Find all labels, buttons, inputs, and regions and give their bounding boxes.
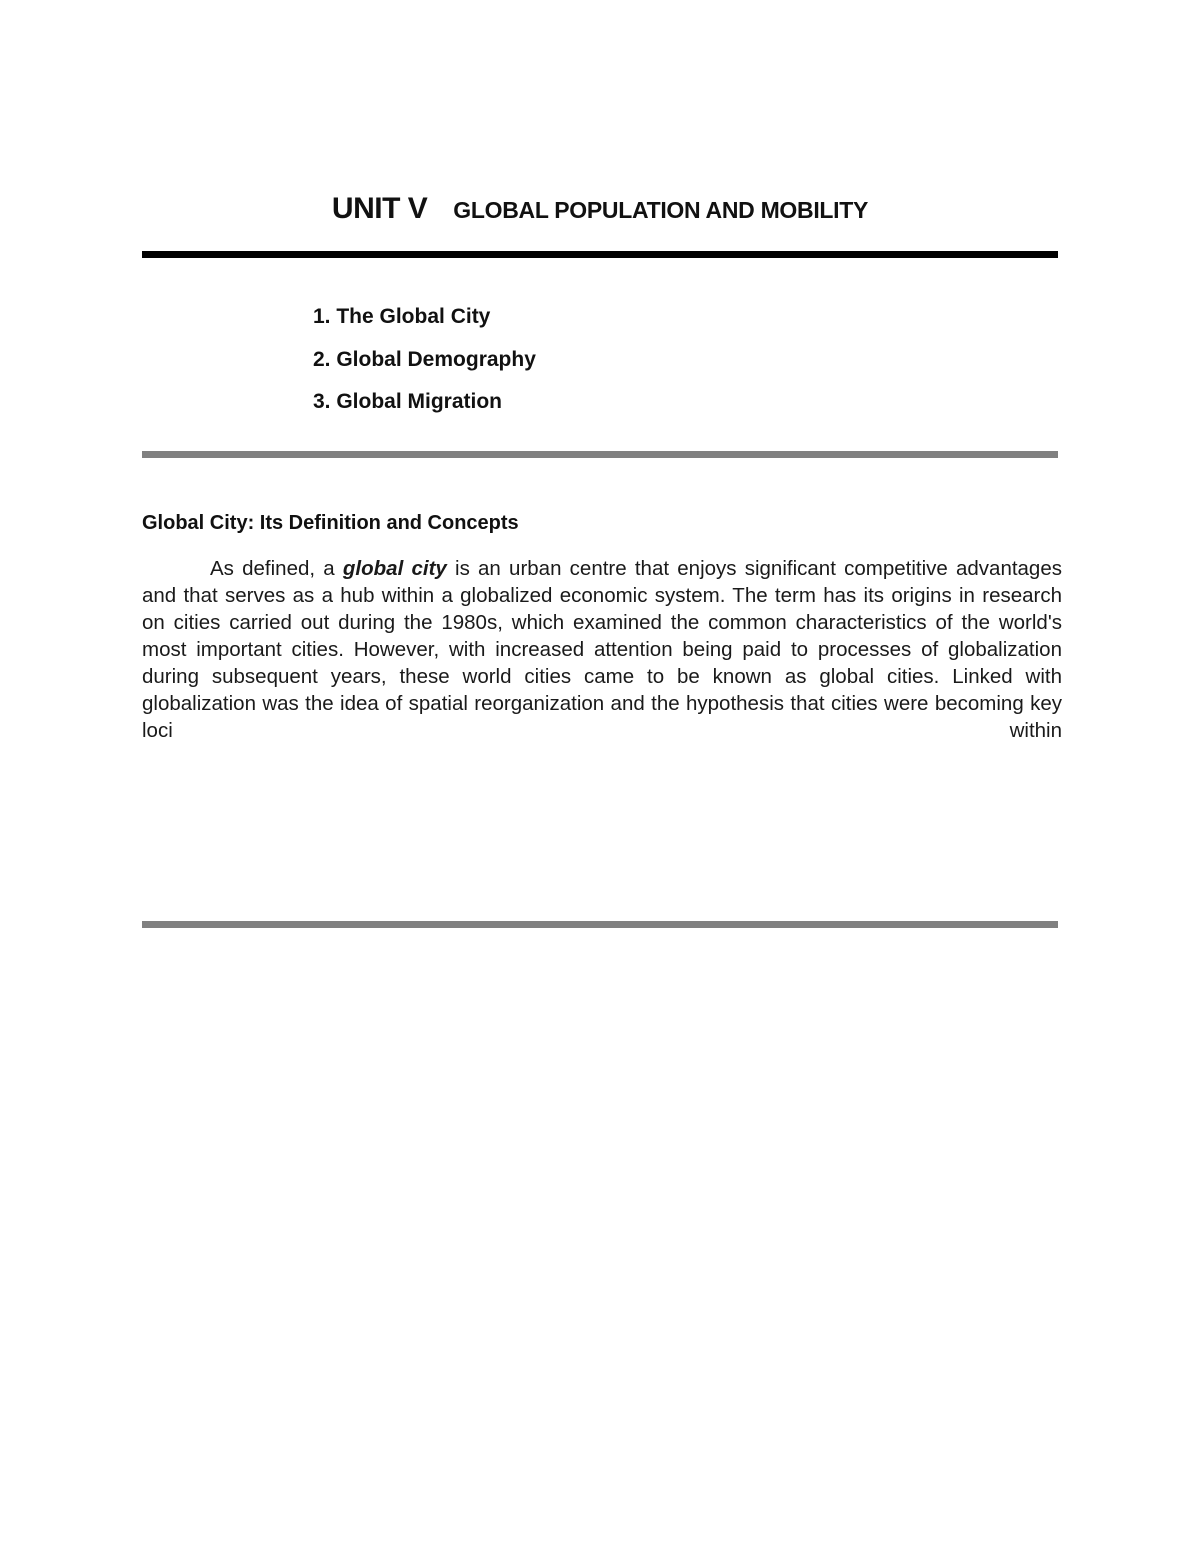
contents-item: 1. The Global City xyxy=(313,305,491,328)
contents-item: 2. Global Demography xyxy=(313,347,536,371)
contents-item: 3. Global Migration xyxy=(313,390,503,413)
paragraph-text-start: As defined, a xyxy=(210,557,343,580)
unit-contents-list xyxy=(313,302,536,430)
unit-name: GLOBAL POPULATION AND MOBILITY xyxy=(453,197,869,223)
unit-title xyxy=(0,192,1200,226)
body-paragraph xyxy=(142,555,1062,744)
defined-term: global city xyxy=(342,557,447,580)
section-heading: Global City: Its Definition and Concepts xyxy=(142,512,519,534)
title-divider xyxy=(142,251,1058,258)
unit-label: UNIT V xyxy=(331,192,428,225)
section-end-divider xyxy=(142,921,1058,928)
paragraph-text-rest: is an urban centre that enjoys significant competitive advantages and that serves as a hub within a globalized economic system. The term has its origins in research on cities carried out during the 1980s, which examined the common characteristics of the world's most important cities. However, with increased attention being paid to processes of globalization during subsequent years, these world cities came to be known as global cities. Linked with globalization was the idea of spatial reorganization and the hypothesis that cities were becoming key loci within xyxy=(142,557,1062,742)
contents-divider xyxy=(142,451,1058,458)
